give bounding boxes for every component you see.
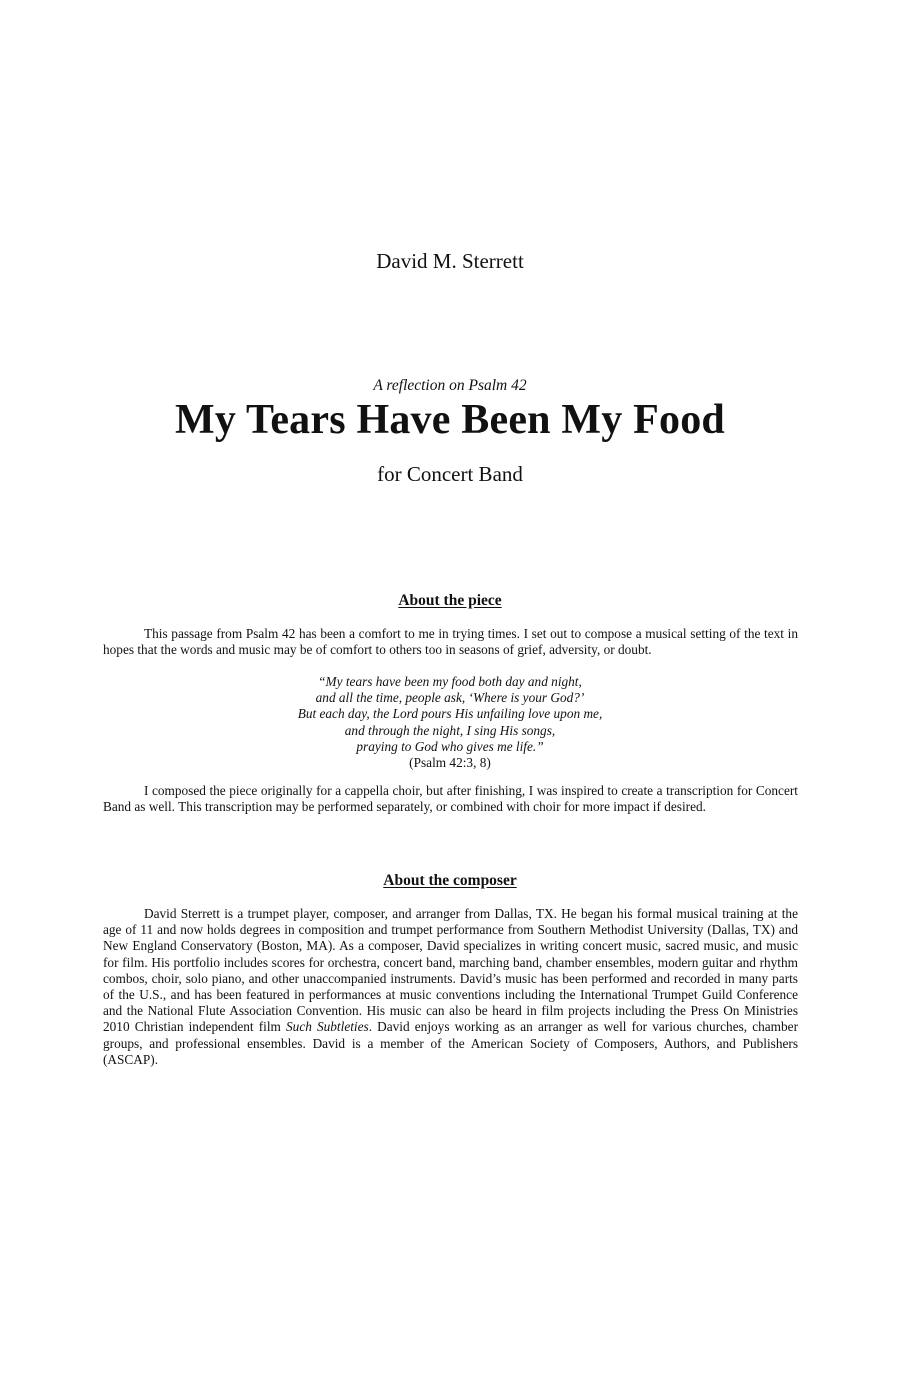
composer-bio bbox=[103, 906, 798, 1068]
quote-line: But each day, the Lord pours His unfailing love upon me, bbox=[297, 706, 603, 722]
composer-bio-text-1: David Sterrett is a trumpet player, composer, and arranger from Dallas, TX. He began his formal musical training at the age of 11 and now holds degrees in composition and trumpet performance from Southern Methodist University (Dallas, TX) and New England Conservatory (Boston, MA). As a composer, David specializes in writing concert music, sacred music, and music for film. His portfolio includes scores for orchestra, concert band, marching band, chamber ensembles, modern guitar and rhythm combos, choir, solo piano, and other unaccompanied instruments. David’s music has been performed and recorded in many parts of the U.S., and has been featured in performances at music conventions including the International Trumpet Guild Conference and the National Flute Association Convention. His music can also be heard in film projects including the Press On Ministries 2010 Christian independent film bbox=[103, 906, 798, 1035]
quote-reference: (Psalm 42:3, 8) bbox=[409, 755, 491, 771]
about-piece-text-2: I composed the piece originally for a cappella choir, but after finishing, I was inspired to create a transcription for Concert Band as well. This transcription may be performed separately, or combined with choir for more impact if desired. bbox=[103, 783, 798, 815]
about-piece-paragraph-1 bbox=[103, 626, 798, 658]
composer-bio-text-2: . David enjoys working as an arranger as well for various churches, chamber groups, and professional ensembles. David is a member of the American Society of Composers, Authors, and Publishers (ASCAP). bbox=[103, 1019, 798, 1067]
composer-name: David M. Sterrett bbox=[376, 249, 524, 273]
about-piece-text-1: This passage from Psalm 42 has been a comfort to me in trying times. I set out to compose a musical setting of the text in hopes that the words and music may be of comfort to others too in seasons of grief, adversity, or doubt. bbox=[103, 626, 798, 658]
about-piece-heading: About the piece bbox=[398, 592, 502, 609]
quote-line: and all the time, people ask, ‘Where is your God?’ bbox=[315, 690, 585, 706]
psalm-quote bbox=[0, 674, 900, 771]
instrumentation: for Concert Band bbox=[377, 462, 523, 486]
film-title: Such Subtleties bbox=[286, 1019, 369, 1035]
about-piece-paragraph-2 bbox=[103, 783, 798, 815]
quote-line: “My tears have been my food both day and night, bbox=[318, 674, 582, 689]
about-composer-heading: About the composer bbox=[383, 872, 517, 889]
quote-line: praying to God who gives me life.” bbox=[356, 738, 544, 754]
piece-subtitle: A reflection on Psalm 42 bbox=[373, 377, 527, 394]
piece-title: My Tears Have Been My Food bbox=[175, 397, 725, 443]
quote-line: and through the night, I sing His songs, bbox=[344, 722, 556, 738]
